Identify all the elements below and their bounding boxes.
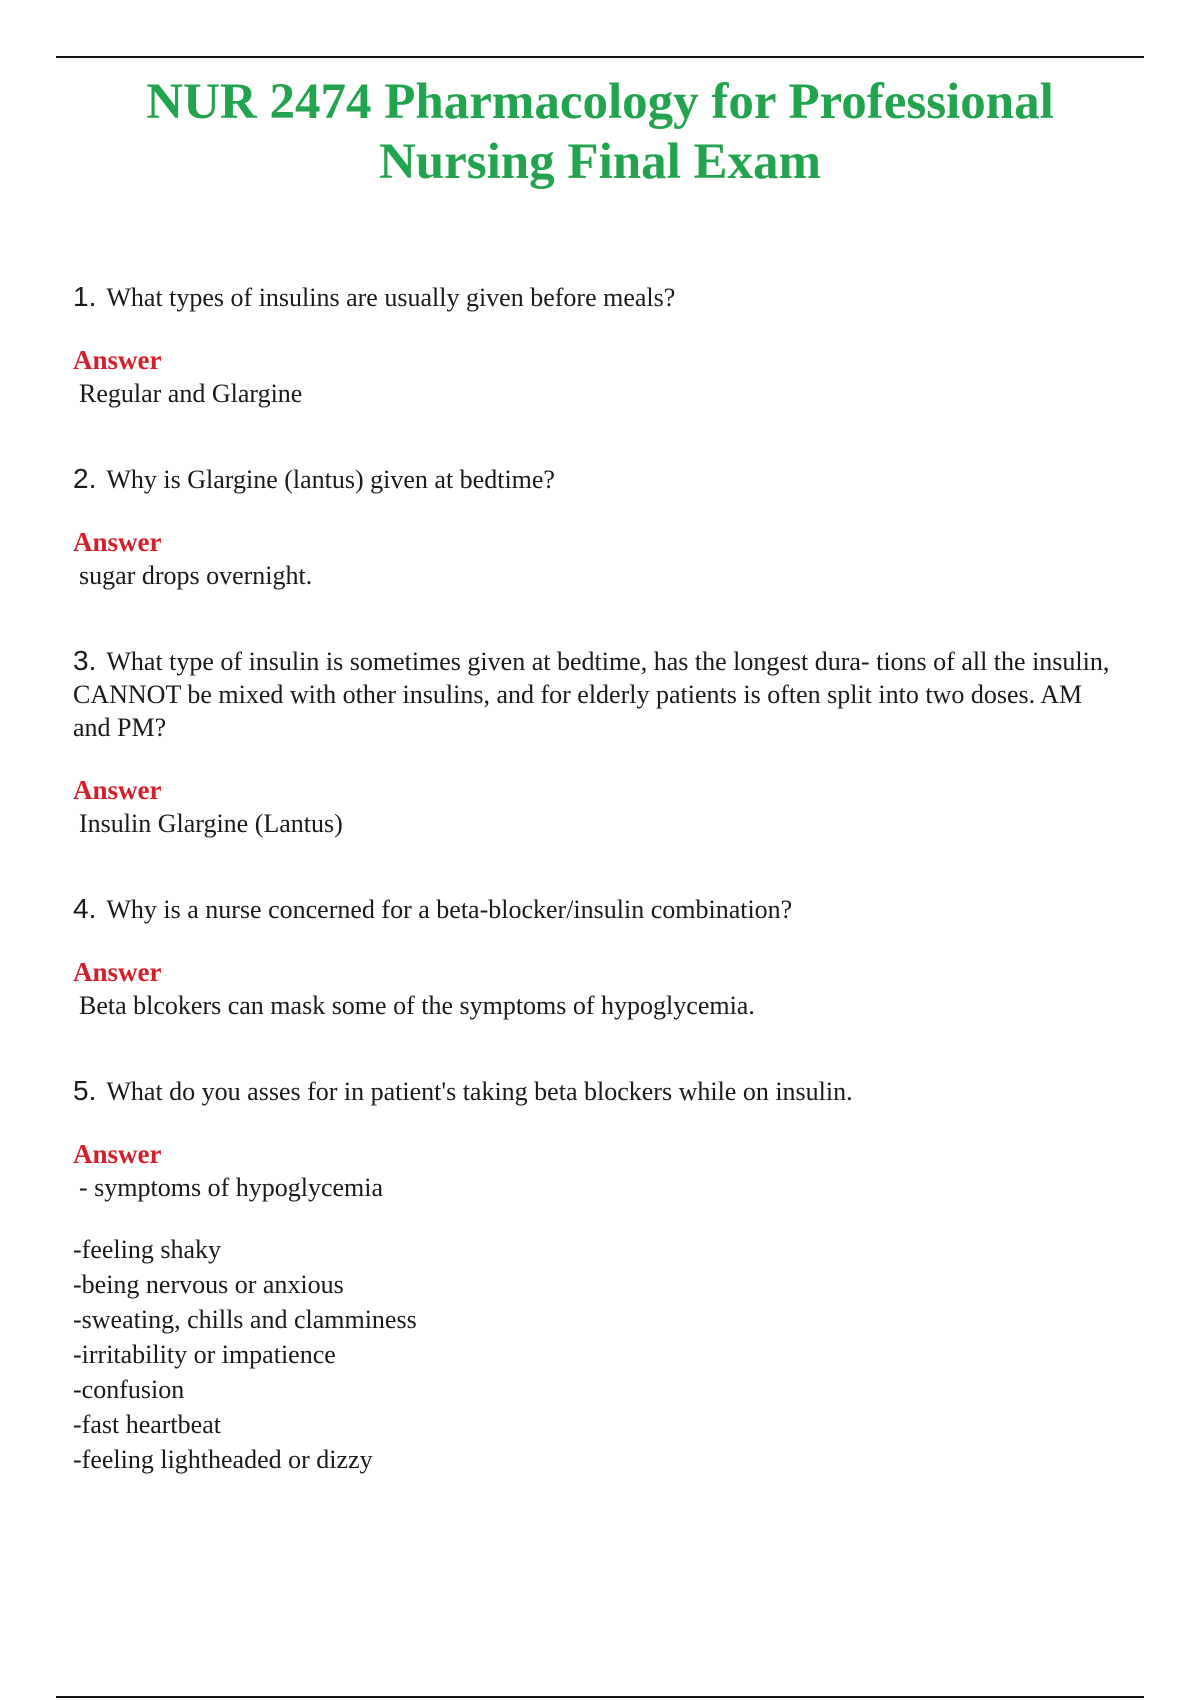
list-item: -irritability or impatience <box>73 1340 336 1369</box>
question-3 <box>73 644 1123 744</box>
question-number: 4. <box>73 893 97 924</box>
answer-label: Answer <box>73 957 162 987</box>
answer-text: Beta blcokers can mask some of the symptoms of hypoglycemia. <box>79 991 755 1020</box>
qa-item-1 <box>73 280 1123 410</box>
question-1 <box>73 280 1123 314</box>
title-line-1: NUR 2474 Pharmacology for Professional <box>146 74 1054 130</box>
question-number: 2. <box>73 463 97 494</box>
list-item: -confusion <box>73 1375 185 1404</box>
answer-label: Answer <box>73 1139 162 1169</box>
answer-text: sugar drops overnight. <box>79 561 313 590</box>
question-4 <box>73 892 1123 926</box>
title-line-2: Nursing Final Exam <box>378 134 822 190</box>
question-text: Why is a nurse concerned for a beta-blocker/insulin combination? <box>106 895 793 924</box>
symptom-list <box>73 1232 1123 1477</box>
question-text: What type of insulin is sometimes given at bedtime, has the longest dura- tions of all the insulin, CANNOT be mixed with other insulins, and for elderly patients is often split into two doses. AM and PM? <box>73 647 1110 742</box>
list-item: -feeling lightheaded or dizzy <box>73 1445 373 1474</box>
answer-text: - symptoms of hypoglycemia <box>79 1173 384 1202</box>
question-number: 5. <box>73 1075 97 1106</box>
bottom-divider <box>56 1696 1144 1698</box>
answer-text: Insulin Glargine (Lantus) <box>79 809 343 838</box>
answer-label: Answer <box>73 345 162 375</box>
question-2 <box>73 462 1123 496</box>
list-item: -being nervous or anxious <box>73 1270 344 1299</box>
list-item: -fast heartbeat <box>73 1410 221 1439</box>
qa-list <box>73 280 1123 1477</box>
list-item: -feeling shaky <box>73 1235 222 1264</box>
list-item: -sweating, chills and clamminess <box>73 1305 417 1334</box>
question-number: 1. <box>73 281 97 312</box>
question-text: What do you asses for in patient's taking beta blockers while on insulin. <box>106 1077 853 1106</box>
qa-item-2 <box>73 462 1123 592</box>
answer-label: Answer <box>73 775 162 805</box>
question-text: What types of insulins are usually given before meals? <box>106 283 676 312</box>
question-5 <box>73 1074 1123 1108</box>
top-divider <box>56 56 1144 58</box>
page-title <box>56 72 1144 192</box>
question-number: 3. <box>73 645 97 676</box>
qa-item-5 <box>73 1074 1123 1477</box>
qa-item-4 <box>73 892 1123 1022</box>
answer-text: Regular and Glargine <box>79 379 303 408</box>
answer-label: Answer <box>73 527 162 557</box>
qa-item-3 <box>73 644 1123 840</box>
question-text: Why is Glargine (lantus) given at bedtime? <box>106 465 555 494</box>
